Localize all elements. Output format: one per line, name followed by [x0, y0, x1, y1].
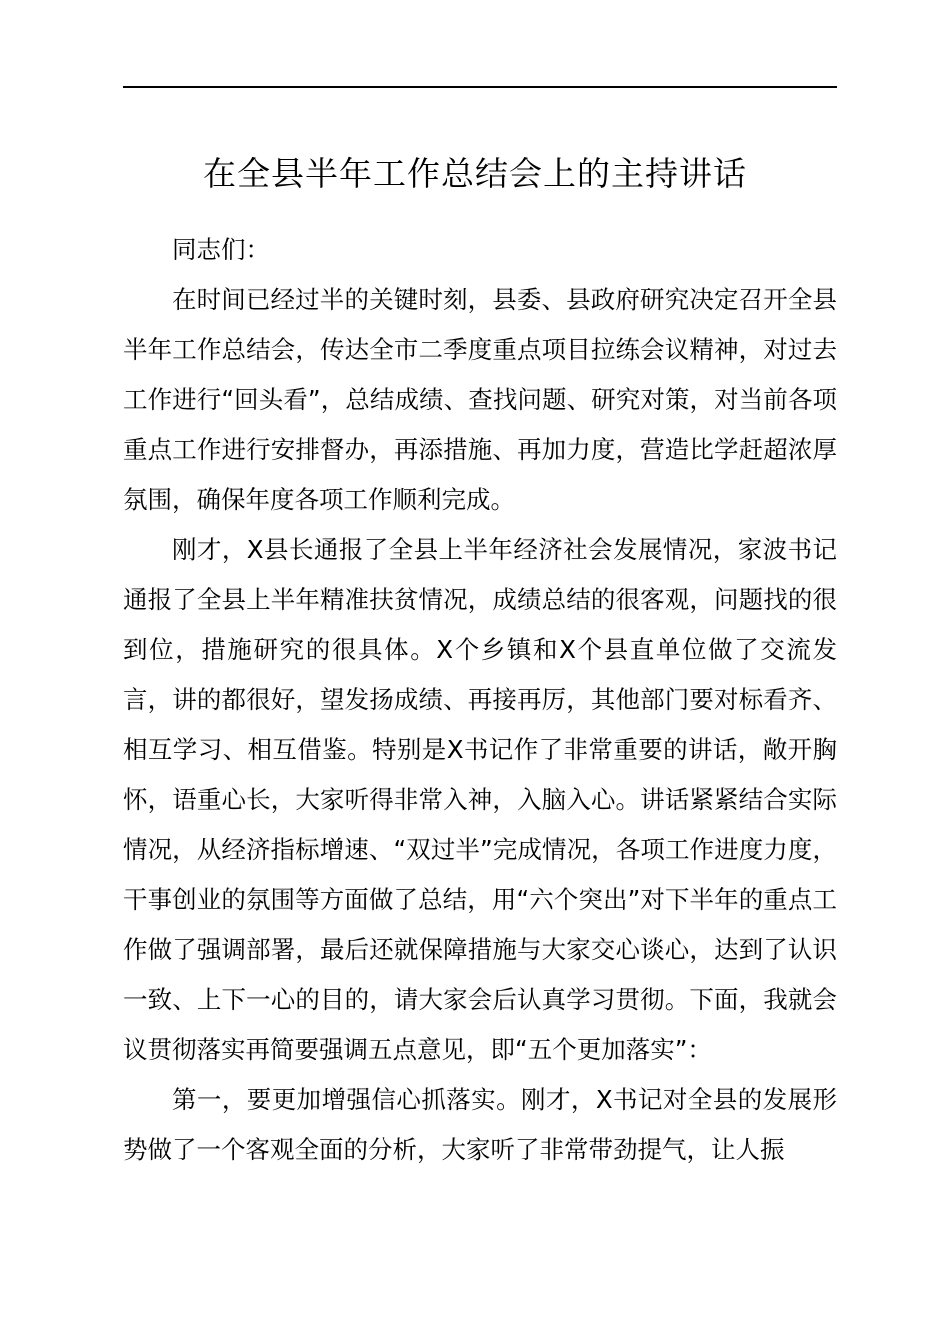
- salutation: 同志们：: [172, 235, 270, 264]
- paragraph-3: 第一，要更加增强信心抓落实。刚才，X书记对全县的发展形势做了一个客观全面的分析，大家听了非常带劲提气，让人振: [123, 1085, 837, 1164]
- paragraph-1: 在时间已经过半的关键时刻，县委、县政府研究决定召开全县半年工作总结会，传达全市二季度重点项目拉练会议精神，对过去工作进行“回头看”，总结成绩、查找问题、研究对策，对当前各项重点工作进行安排督办，再添措施、再加力度，营造比学赶超浓厚氛围，确保年度各项工作顺利完成。: [123, 285, 837, 514]
- header-rule: [123, 86, 837, 88]
- paragraph-2: 刚才，X县长通报了全县上半年经济社会发展情况，家波书记通报了全县上半年精准扶贫情况，成绩总结的很客观，问题找的很到位，措施研究的很具体。X个乡镇和X个县直单位做了交流发言，讲的都很好，望发扬成绩、再接再厉，其他部门要对标看齐、相互学习、相互借鉴。特别是X书记作了非常重要的讲话，敞开胸怀，语重心长，大家听得非常入神，入脑入心。讲话紧紧结合实际情况，从经济指标增速、“双过半”完成情况，各项工作进度力度，干事创业的氛围等方面做了总结，用“六个突出”对下半年的重点工作做了强调部署，最后还就保障措施与大家交心谈心，达到了认识一致、上下一心的目的，请大家会后认真学习贯彻。下面，我就会议贯彻落实再简要强调五点意见，即“五个更加落实”：: [123, 535, 837, 1064]
- document-body: [123, 225, 837, 1175]
- document-title: 在全县半年工作总结会上的主持讲话: [203, 154, 747, 193]
